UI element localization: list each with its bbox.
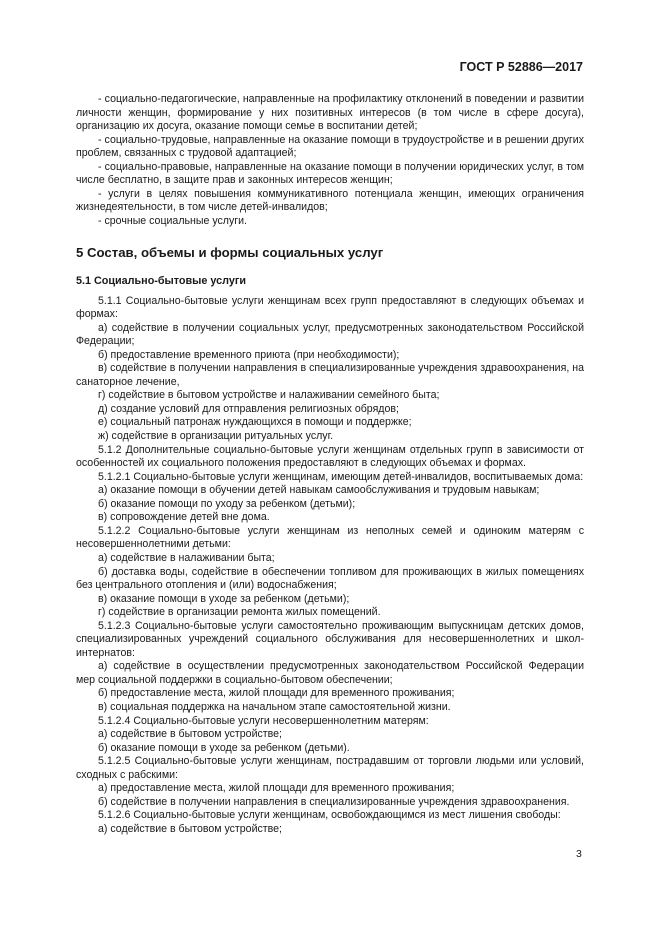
paragraph: в) содействие в получении направления в специализированные учреждения здравоохранения, на санаторное лечение, [76, 362, 584, 388]
paragraph: д) создание условий для отправления религиозных обрядов; [98, 402, 399, 415]
paragraph: 5.1.2.6 Социально-бытовые услуги женщинам, освобождающимся из мест лишения свободы: [98, 809, 561, 822]
subsection-title: 5.1 Социально-бытовые услуги [76, 275, 246, 288]
paragraph: 5.1.2.4 Социально-бытовые услуги несовершеннолетним матерям: [98, 714, 429, 727]
paragraph: г) содействие в бытовом устройстве и налаживании семейного быта; [98, 389, 440, 402]
paragraph: а) содействие в осуществлении предусмотренных законодательством Российской Федерации мер социальной поддержки в социально-бытовом обеспечении; [76, 660, 584, 686]
paragraph: в) социальная поддержка на начальном этапе самостоятельной жизни. [98, 700, 451, 713]
paragraph: а) содействие в бытовом устройстве; [98, 822, 282, 835]
paragraph: 5.1.1 Социально-бытовые услуги женщинам всех групп предоставляют в следующих объемах и формах: [76, 294, 584, 321]
paragraph: б) предоставление временного приюта (при необходимости); [98, 348, 400, 361]
paragraph: б) содействие в получении направления в специализированные учреждения здравоохранения. [98, 795, 570, 808]
intro-paragraph: - социально-правовые, направленные на оказание помощи в получении юридических услуг, в том числе бесплатно, в защите прав и законных интересов женщин; [76, 160, 584, 187]
page-number: 3 [576, 848, 582, 860]
paragraph: б) предоставление места, жилой площади для временного проживания; [98, 687, 455, 700]
intro-paragraph: - социально-трудовые, направленные на оказание помощи в трудоустройстве и в решении других проблем, связанных с трудовой адаптацией; [76, 133, 584, 160]
paragraph: а) содействие в получении социальных услуг, предусмотренных законодательством Российской Федерации; [76, 321, 584, 348]
paragraph: а) содействие в бытовом устройстве; [98, 728, 282, 741]
intro-paragraph: - услуги в целях повышения коммуникативного потенциала женщин, имеющих ограничения жизнедеятельности, в том числе детей-инвалидов; [76, 187, 584, 214]
section-title: 5 Состав, объемы и формы социальных услуг [76, 245, 384, 261]
paragraph: б) оказание помощи в уходе за ребенком (детьми). [98, 741, 350, 754]
paragraph: е) социальный патронаж нуждающихся в помощи и поддержке; [98, 416, 412, 429]
paragraph: а) содействие в налаживании быта; [98, 551, 275, 564]
paragraph: 5.1.2.5 Социально-бытовые услуги женщинам, пострадавшим от торговли людьми или условий, сходных с рабскими: [76, 755, 584, 781]
intro-paragraph: - срочные социальные услуги. [98, 214, 248, 227]
paragraph: 5.1.2.1 Социально-бытовые услуги женщинам, имеющим детей-инвалидов, воспитываемых дома: [98, 470, 584, 483]
paragraph: 5.1.2.3 Социально-бытовые услуги самостоятельно проживающим выпускницам детских домов, специализированных учреждений социального обслуживания для несовершеннолетних и школ-интернатов: [76, 619, 584, 659]
standard-header: ГОСТ Р 52886—2017 [459, 60, 583, 74]
paragraph: б) доставка воды, содействие в обеспечении топливом для проживающих в жилых помещениях без центрального отопления и (или) водоснабжения; [76, 565, 584, 592]
paragraph: а) оказание помощи в обучении детей навыкам самообслуживания и трудовым навыкам; [98, 484, 540, 497]
paragraph: ж) содействие в организации ритуальных услуг. [98, 430, 334, 443]
paragraph: 5.1.2.2 Социально-бытовые услуги женщинам из неполных семей и одиноким матерям с несовершеннолетними детьми: [76, 524, 584, 551]
paragraph: а) предоставление места, жилой площади для временного проживания; [98, 782, 455, 795]
paragraph: в) оказание помощи в уходе за ребенком (детьми); [98, 592, 350, 605]
paragraph: в) сопровождение детей вне дома. [98, 511, 270, 524]
paragraph: б) оказание помощи по уходу за ребенком (детьми); [98, 497, 356, 510]
paragraph: г) содействие в организации ремонта жилых помещений. [98, 606, 381, 619]
paragraph: 5.1.2 Дополнительные социально-бытовые услуги женщинам отдельных групп в зависимости от особенностей их социального положения предоставляют в следующих объемах и формах. [76, 443, 584, 470]
document-body [76, 93, 584, 836]
intro-paragraph: - социально-педагогические, направленные на профилактику отклонений в поведении и развитии личности женщин, формирование у них позитивных интересов (в том числе в сфере досуга), организацию их досуга, оказание помощи семье в воспитании детей; [76, 93, 584, 133]
